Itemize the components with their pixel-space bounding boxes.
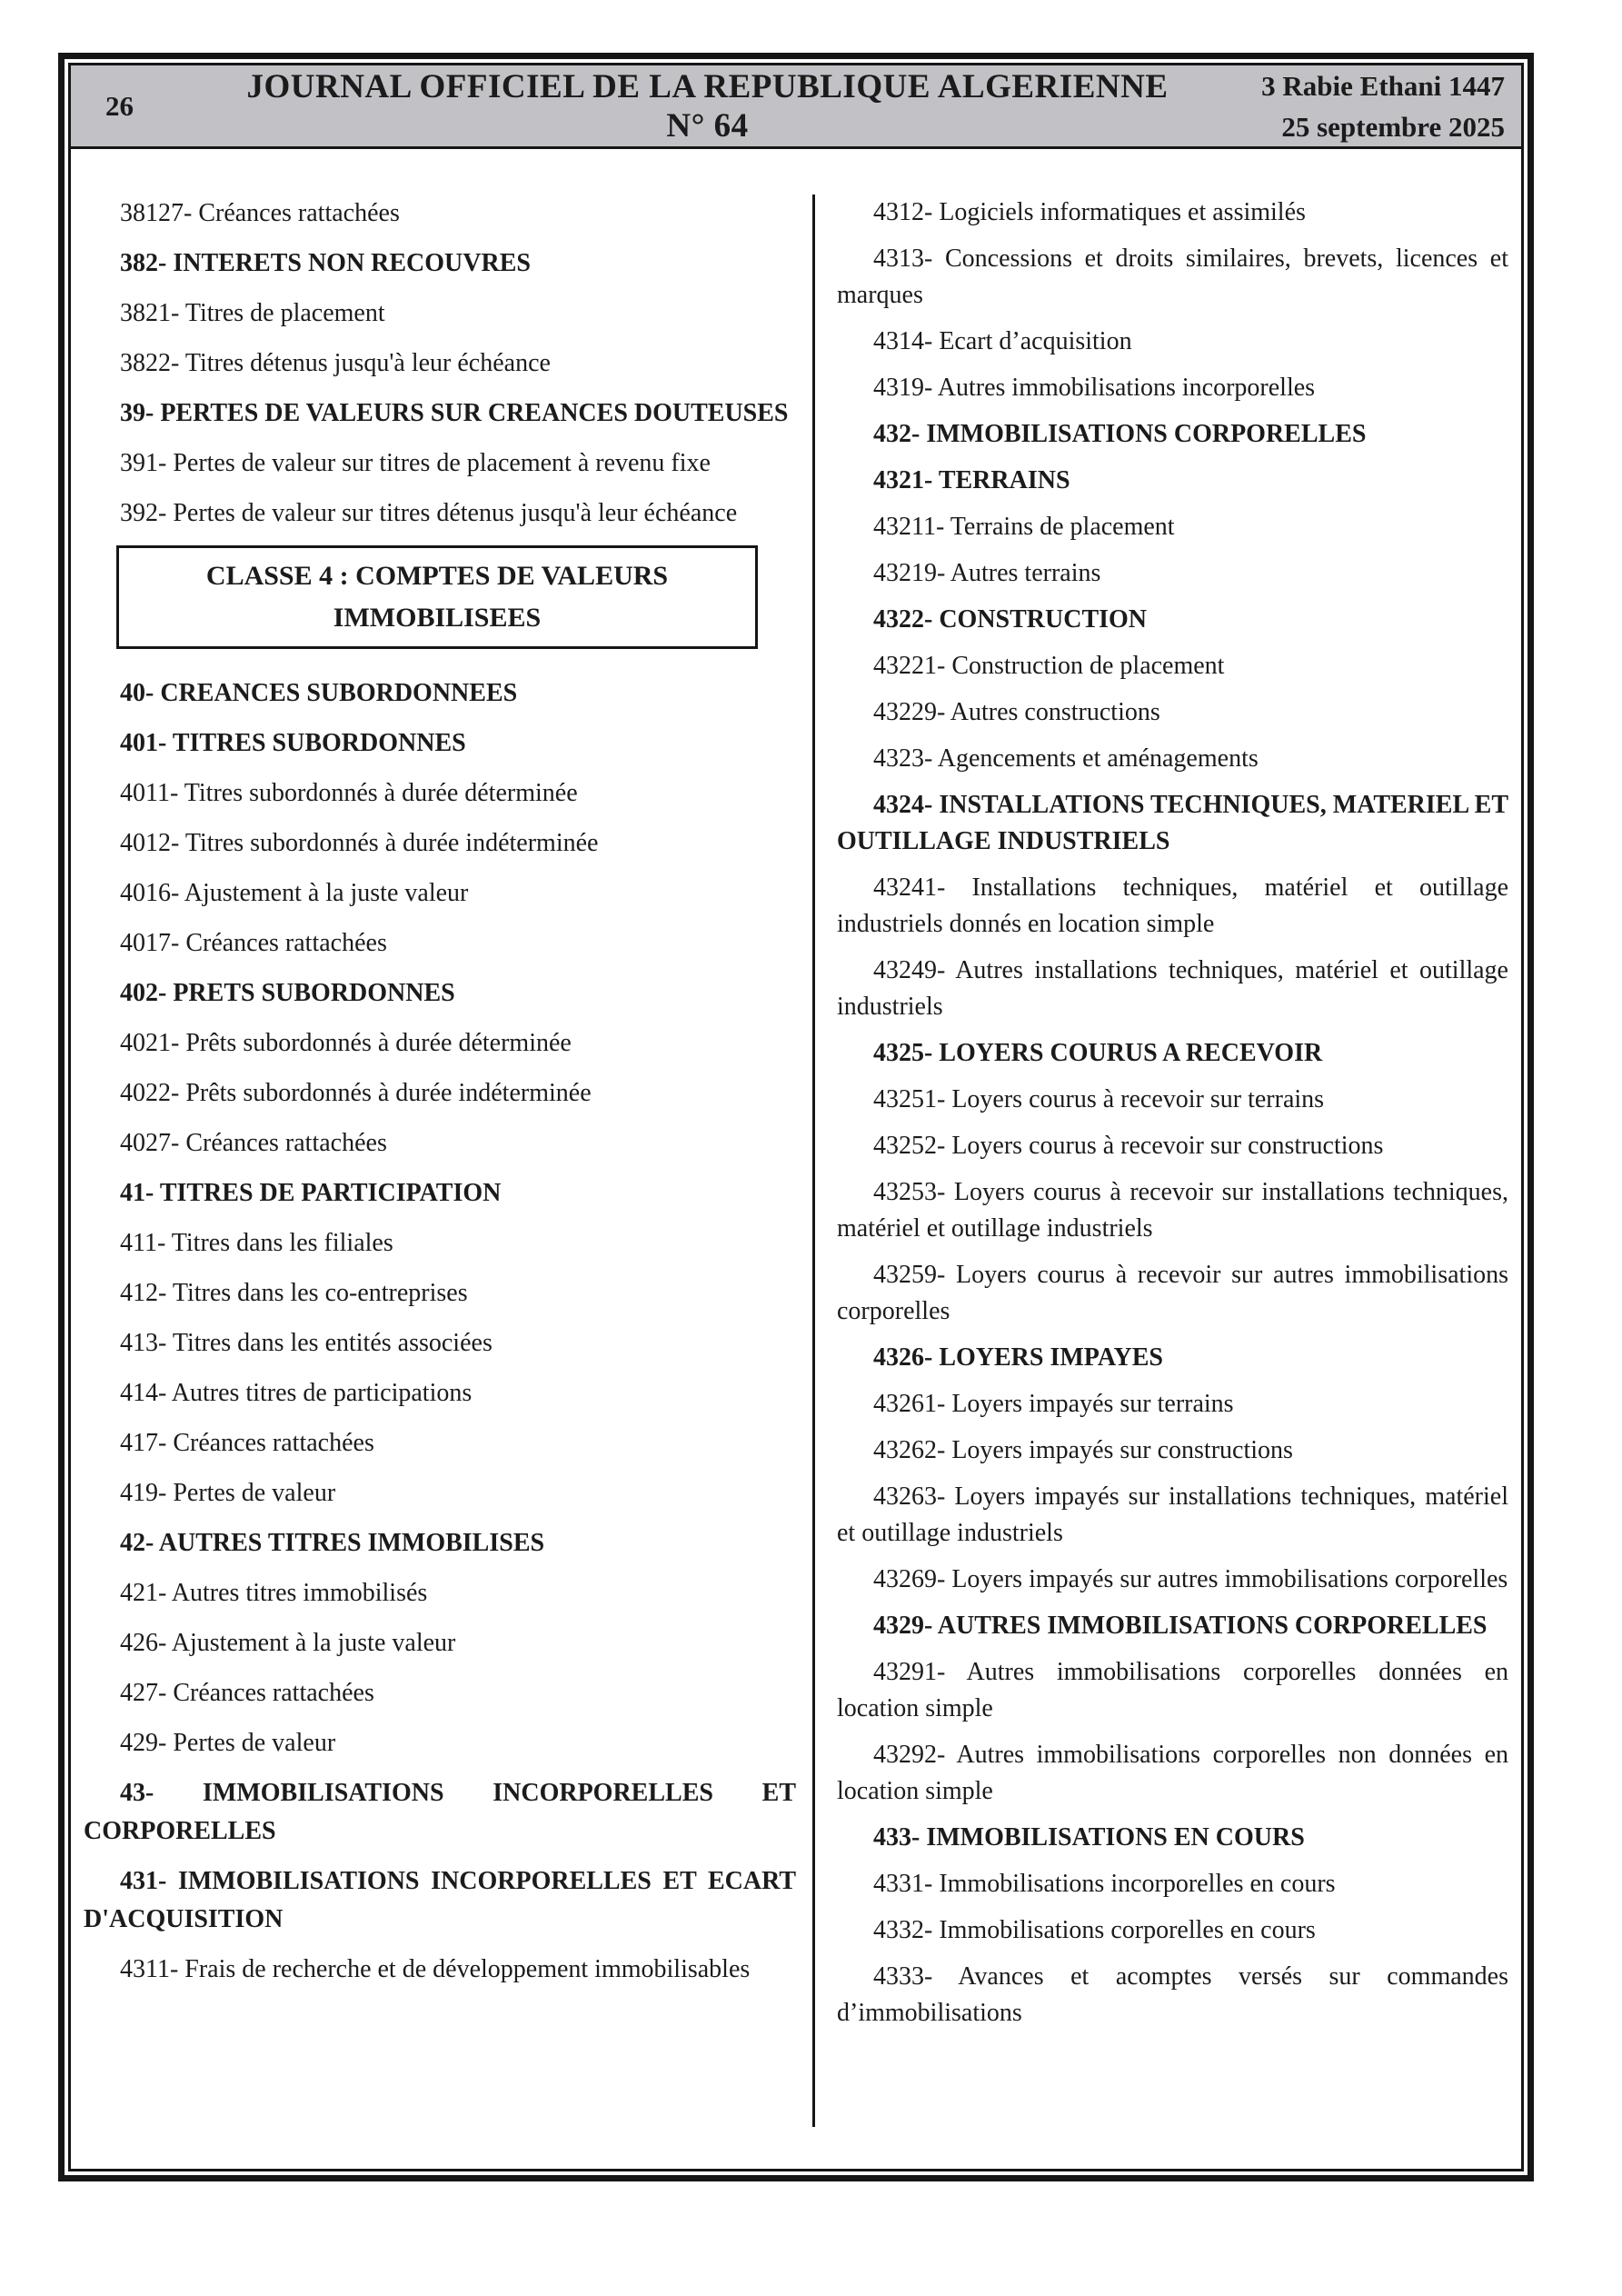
account-item: 419- Pertes de valeur xyxy=(120,1479,336,1507)
account-item: 4331- Immobilisations incorporelles en cours xyxy=(873,1870,1336,1898)
account-item: 43249- Autres installations techniques, matériel et outillage industriels xyxy=(837,956,1508,1021)
section-heading: 432- IMMOBILISATIONS CORPORELLES xyxy=(873,420,1367,448)
account-item: 4312- Logiciels informatiques et assimilés xyxy=(873,198,1306,226)
account-item: 3822- Titres détenus jusqu'à leur échéance xyxy=(120,349,551,377)
account-item: 4311- Frais de recherche et de développement immobilisables xyxy=(120,1955,751,1983)
account-item: 4022- Prêts subordonnés à durée indéterminée xyxy=(120,1079,592,1107)
account-item: 43269- Loyers impayés sur autres immobilisations corporelles xyxy=(873,1565,1508,1593)
section-heading: 4326- LOYERS IMPAYES xyxy=(873,1343,1163,1372)
section-heading: 42- AUTRES TITRES IMMOBILISES xyxy=(120,1529,545,1557)
account-item: 4027- Créances rattachées xyxy=(120,1129,387,1157)
account-item: 43229- Autres constructions xyxy=(873,698,1160,726)
account-item: 43291- Autres immobilisations corporelles données en location simple xyxy=(837,1658,1508,1722)
account-item: 429- Pertes de valeur xyxy=(120,1729,336,1757)
section-heading: 40- CREANCES SUBORDONNEES xyxy=(120,679,518,707)
section-heading: 4321- TERRAINS xyxy=(873,466,1070,494)
section-heading: 402- PRETS SUBORDONNES xyxy=(120,979,455,1007)
classe-heading-line: CLASSE 4 : COMPTES DE VALEURS xyxy=(205,561,669,591)
account-item: 4313- Concessions et droits similaires, brevets, licences et marques xyxy=(837,245,1508,309)
account-item: 4016- Ajustement à la juste valeur xyxy=(120,879,469,907)
section-heading: 43- IMMOBILISATIONS INCORPORELLES ET CORPORELLES xyxy=(84,1779,796,1845)
journal-title: JOURNAL OFFICIEL DE LA REPUBLIQUE ALGERIENNE N° 64 xyxy=(246,67,1169,145)
page-number: 26 xyxy=(105,89,134,122)
account-item: 43259- Loyers courus à recevoir sur autres immobilisations corporelles xyxy=(837,1261,1508,1325)
account-item: 4314- Ecart d’acquisition xyxy=(873,327,1132,355)
section-heading: 4324- INSTALLATIONS TECHNIQUES, MATERIEL ET OUTILLAGE INDUSTRIELS xyxy=(837,791,1508,855)
account-item: 4319- Autres immobilisations incorporelles xyxy=(873,374,1316,402)
account-item: 413- Titres dans les entités associées xyxy=(120,1329,493,1357)
account-item: 43219- Autres terrains xyxy=(873,559,1101,587)
account-item: 43251- Loyers courus à recevoir sur terrains xyxy=(873,1085,1325,1113)
account-item: 4011- Titres subordonnés à durée déterminée xyxy=(120,779,578,807)
account-item: 43263- Loyers impayés sur installations techniques, matériel et outillage industriels xyxy=(837,1482,1508,1547)
account-item: 43292- Autres immobilisations corporelles non données en location simple xyxy=(837,1741,1508,1805)
account-item: 4021- Prêts subordonnés à durée déterminée xyxy=(120,1029,572,1057)
account-item: 38127- Créances rattachées xyxy=(120,199,400,227)
page-content xyxy=(71,149,1521,2169)
account-item: 4323- Agencements et aménagements xyxy=(873,744,1259,773)
header-dates xyxy=(1191,65,1521,147)
account-item: 43221- Construction de placement xyxy=(873,652,1225,680)
date-hijri: 3 Rabie Ethani 1447 xyxy=(1261,69,1505,102)
classe-heading-line: IMMOBILISEES xyxy=(333,603,542,633)
section-heading: 431- IMMOBILISATIONS INCORPORELLES ET ECART D'ACQUISITION xyxy=(84,1867,796,1933)
account-item: 427- Créances rattachées xyxy=(120,1679,374,1707)
account-item: 411- Titres dans les filiales xyxy=(120,1229,393,1257)
account-item: 414- Autres titres de participations xyxy=(120,1379,473,1407)
section-heading: 382- INTERETS NON RECOUVRES xyxy=(120,249,531,277)
account-item: 43252- Loyers courus à recevoir sur constructions xyxy=(873,1132,1384,1160)
account-item: 43241- Installations techniques, matériel et outillage industriels donnés en location simple xyxy=(837,873,1508,938)
section-heading: 401- TITRES SUBORDONNES xyxy=(120,729,466,757)
section-heading: 4325- LOYERS COURUS A RECEVOIR xyxy=(873,1039,1323,1067)
page-header xyxy=(71,65,1521,149)
account-item: 4012- Titres subordonnés à durée indéterminée xyxy=(120,829,599,857)
account-item: 43261- Loyers impayés sur terrains xyxy=(873,1390,1234,1418)
date-gregorian: 25 septembre 2025 xyxy=(1281,110,1505,143)
section-heading: 433- IMMOBILISATIONS EN COURS xyxy=(873,1823,1305,1852)
account-item: 4333- Avances et acomptes versés sur commandes d’immobilisations xyxy=(837,1962,1508,2027)
account-item: 412- Titres dans les co-entreprises xyxy=(120,1279,468,1307)
right-column xyxy=(837,195,1508,2169)
section-heading: 41- TITRES DE PARTICIPATION xyxy=(120,1179,502,1207)
account-item: 4332- Immobilisations corporelles en cours xyxy=(873,1916,1316,1944)
section-heading: 39- PERTES DE VALEURS SUR CREANCES DOUTEUSES xyxy=(120,399,789,427)
section-heading: 4329- AUTRES IMMOBILISATIONS CORPORELLES xyxy=(873,1612,1488,1640)
account-item: 43211- Terrains de placement xyxy=(873,513,1175,541)
column-divider xyxy=(812,195,815,2127)
account-item: 426- Ajustement à la juste valeur xyxy=(120,1629,456,1657)
account-item: 3821- Titres de placement xyxy=(120,299,385,327)
classe-heading-box xyxy=(116,545,758,649)
section-heading: 4322- CONSTRUCTION xyxy=(873,605,1148,634)
account-item: 417- Créances rattachées xyxy=(120,1429,374,1457)
account-item: 391- Pertes de valeur sur titres de placement à revenu fixe xyxy=(120,449,711,477)
account-item: 421- Autres titres immobilisés xyxy=(120,1579,428,1607)
account-item: 43253- Loyers courus à recevoir sur installations techniques, matériel et outillage industriels xyxy=(837,1178,1508,1243)
account-item: 4017- Créances rattachées xyxy=(120,929,387,957)
left-column xyxy=(84,195,796,2169)
account-item: 43262- Loyers impayés sur constructions xyxy=(873,1436,1293,1464)
inner-frame xyxy=(68,63,1524,2171)
page-frame xyxy=(58,53,1534,2181)
account-item: 392- Pertes de valeur sur titres détenus jusqu'à leur échéance xyxy=(120,499,738,527)
